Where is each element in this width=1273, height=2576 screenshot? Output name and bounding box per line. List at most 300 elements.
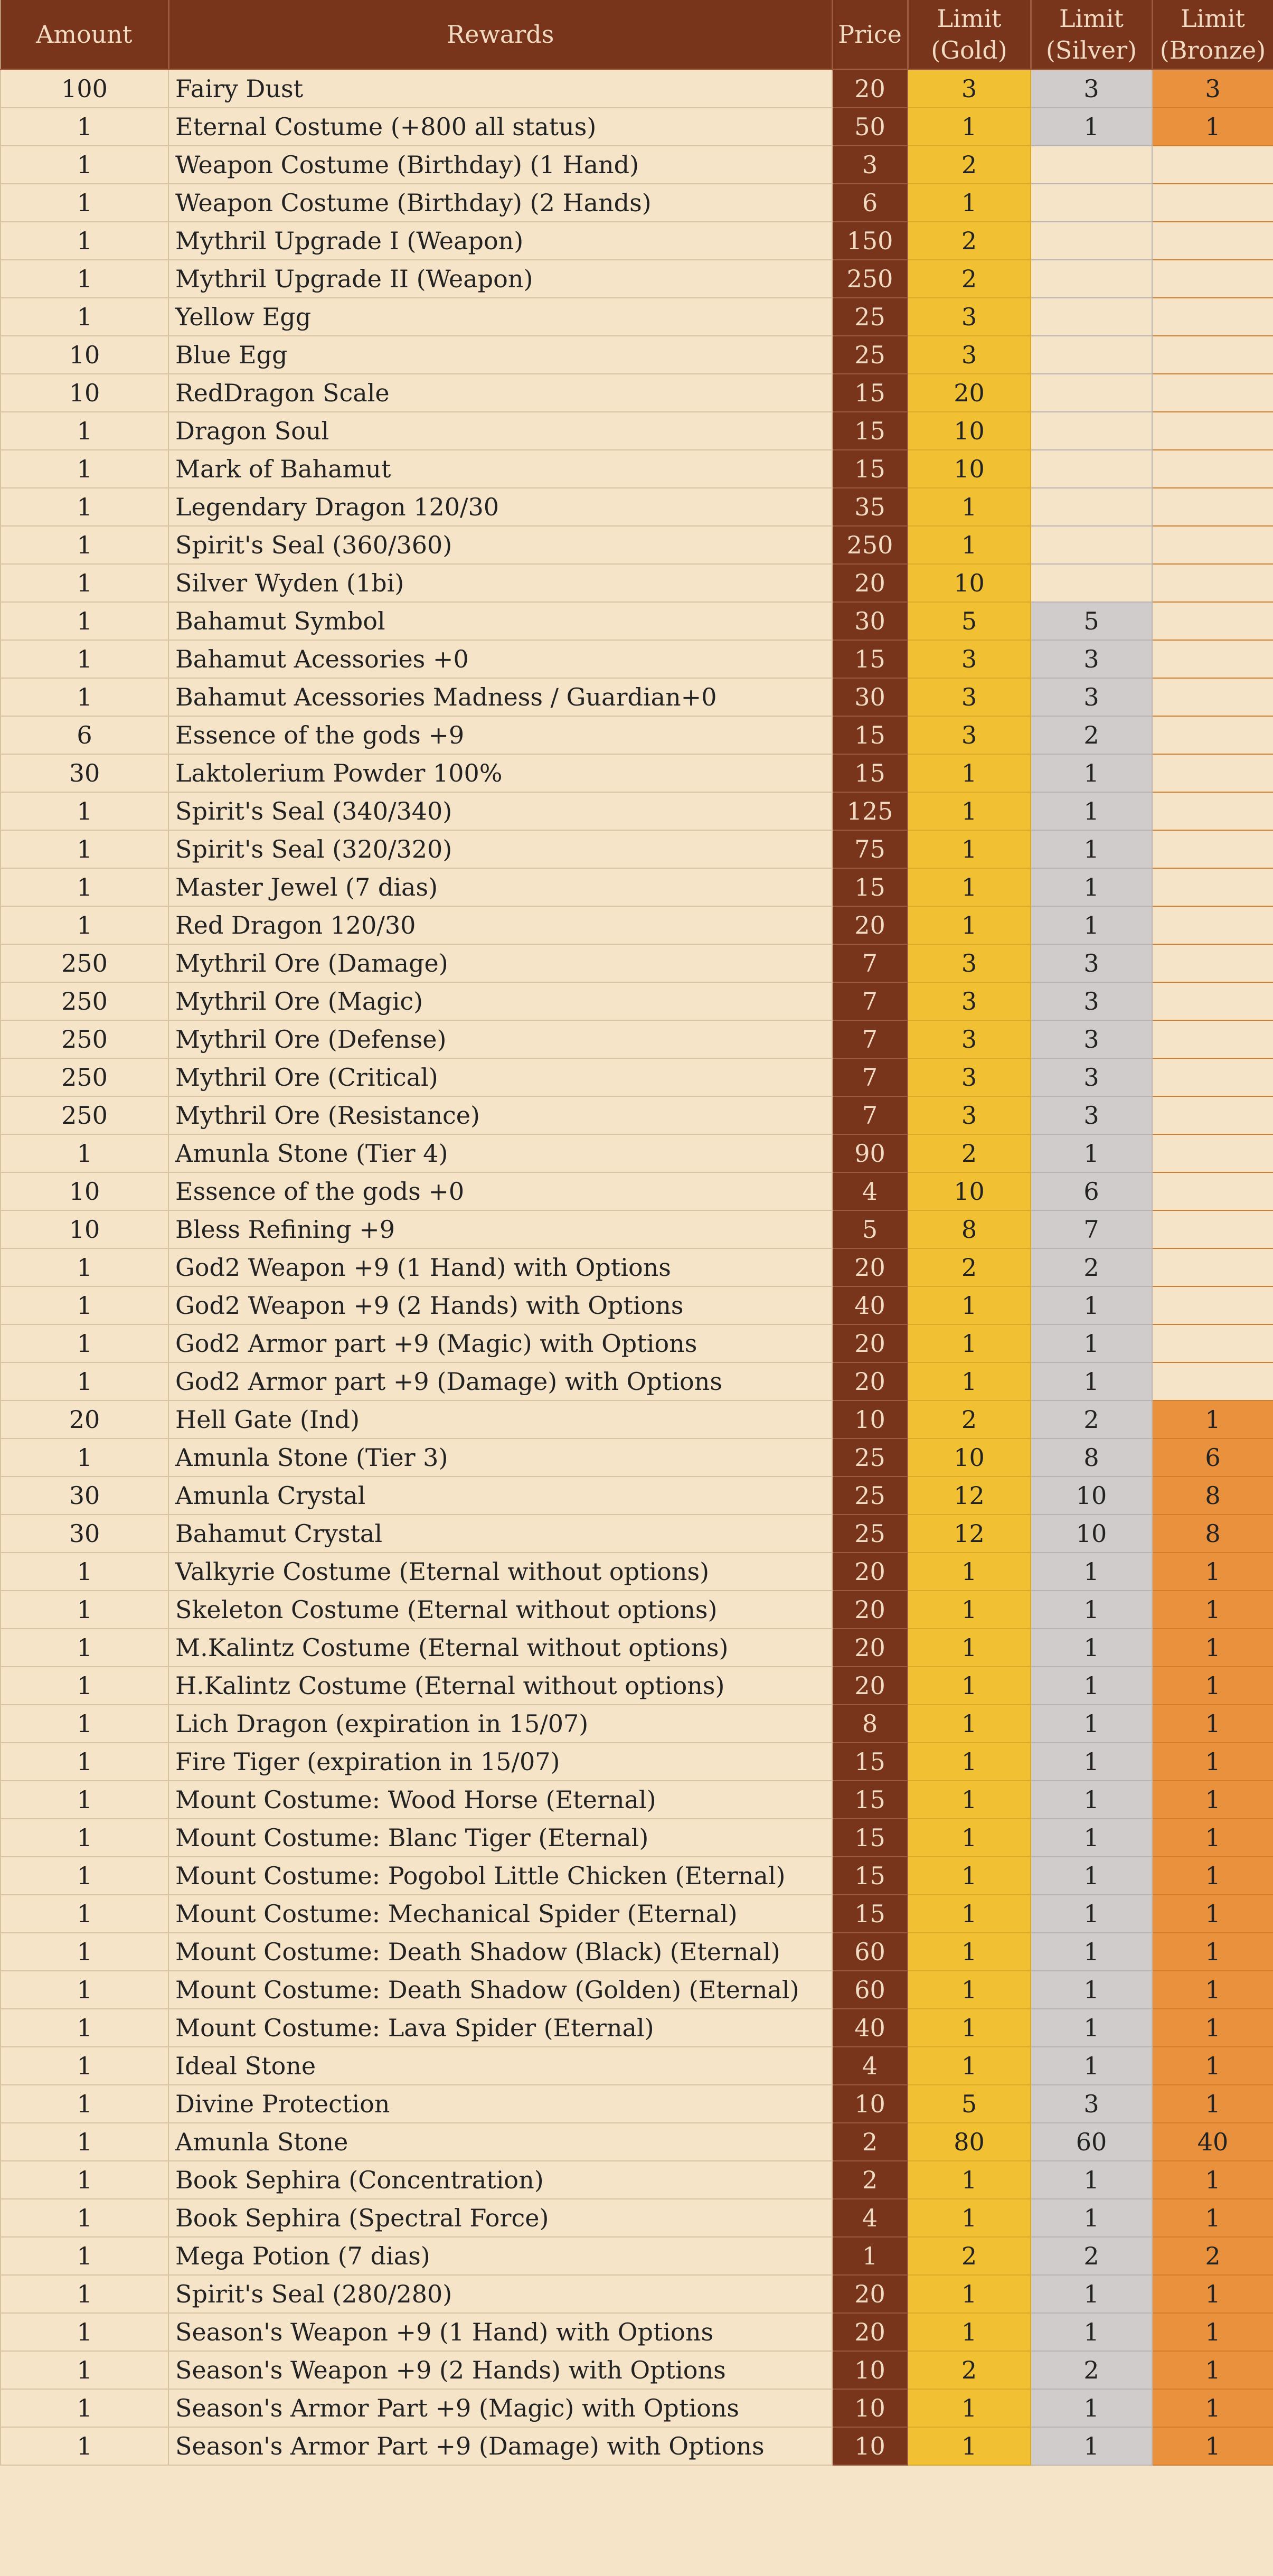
price-cell: 20: [832, 1324, 908, 1362]
limit-gold-cell: 1: [908, 1286, 1031, 1324]
limit-silver-cell: 1: [1031, 2009, 1152, 2047]
limit-bronze-cell: [1152, 184, 1273, 222]
header-limit-bronze: Limit (Bronze): [1152, 0, 1273, 70]
limit-gold-cell: 1: [908, 108, 1031, 146]
reward-cell: Bahamut Acessories +0: [168, 640, 832, 678]
limit-silver-cell: 2: [1031, 1248, 1152, 1286]
amount-cell: 250: [1, 944, 168, 982]
amount-cell: 1: [1, 488, 168, 526]
amount-cell: 1: [1, 792, 168, 830]
price-cell: 40: [832, 1286, 908, 1324]
limit-bronze-cell: 3: [1152, 70, 1273, 108]
reward-cell: Spirit's Seal (280/280): [168, 2275, 832, 2313]
amount-cell: 1: [1, 2237, 168, 2275]
limit-silver-cell: 8: [1031, 1439, 1152, 1477]
amount-cell: 1: [1, 1743, 168, 1781]
table-row: [1, 1096, 1273, 1134]
price-cell: 15: [832, 1819, 908, 1857]
price-cell: 15: [832, 1895, 908, 1933]
limit-bronze-cell: 1: [1152, 1629, 1273, 1667]
limit-gold-cell: 2: [908, 146, 1031, 184]
table-row: [1, 1248, 1273, 1286]
limit-gold-cell: 1: [908, 1971, 1031, 2009]
limit-bronze-cell: 1: [1152, 2047, 1273, 2085]
amount-cell: 30: [1, 1477, 168, 1515]
limit-bronze-cell: 8: [1152, 1515, 1273, 1553]
table-row: [1, 2275, 1273, 2313]
header-row: [1, 0, 1273, 70]
limit-bronze-cell: 1: [1152, 2351, 1273, 2389]
limit-silver-cell: 10: [1031, 1515, 1152, 1553]
reward-cell: Bahamut Acessories Madness / Guardian+0: [168, 678, 832, 716]
price-cell: 7: [832, 944, 908, 982]
amount-cell: 1: [1, 1629, 168, 1667]
price-cell: 40: [832, 2009, 908, 2047]
price-cell: 150: [832, 222, 908, 260]
table-row: [1, 450, 1273, 488]
limit-gold-cell: 1: [908, 1591, 1031, 1629]
limit-silver-cell: 3: [1031, 2085, 1152, 2123]
price-cell: 15: [832, 1781, 908, 1819]
reward-cell: H.Kalintz Costume (Eternal without options): [168, 1667, 832, 1705]
reward-cell: Mount Costume: Wood Horse (Eternal): [168, 1781, 832, 1819]
table-row: [1, 1819, 1273, 1857]
table-row: [1, 1439, 1273, 1477]
amount-cell: 250: [1, 982, 168, 1020]
limit-silver-cell: 1: [1031, 1134, 1152, 1172]
price-cell: 20: [832, 1248, 908, 1286]
limit-bronze-cell: [1152, 982, 1273, 1020]
limit-silver-cell: [1031, 184, 1152, 222]
limit-gold-cell: 1: [908, 792, 1031, 830]
limit-silver-cell: 1: [1031, 1895, 1152, 1933]
amount-cell: 1: [1, 1362, 168, 1400]
limit-silver-cell: 3: [1031, 1058, 1152, 1096]
amount-cell: 1: [1, 602, 168, 640]
table-row: [1, 1895, 1273, 1933]
table-row: [1, 564, 1273, 602]
amount-cell: 10: [1, 1210, 168, 1248]
limit-bronze-cell: [1152, 412, 1273, 450]
limit-gold-cell: 3: [908, 640, 1031, 678]
price-cell: 10: [832, 1400, 908, 1439]
limit-bronze-cell: [1152, 1020, 1273, 1058]
amount-cell: 1: [1, 678, 168, 716]
limit-gold-cell: 1: [908, 2427, 1031, 2465]
limit-gold-cell: 3: [908, 678, 1031, 716]
header-rewards: Rewards: [168, 0, 832, 70]
table-row: [1, 1857, 1273, 1895]
table-row: [1, 2161, 1273, 2199]
price-cell: 15: [832, 374, 908, 412]
price-cell: 15: [832, 640, 908, 678]
limit-gold-cell: 1: [908, 2275, 1031, 2313]
amount-cell: 1: [1, 1705, 168, 1743]
limit-silver-cell: 2: [1031, 1400, 1152, 1439]
price-cell: 25: [832, 1515, 908, 1553]
table-row: [1, 1020, 1273, 1058]
limit-silver-cell: 10: [1031, 1477, 1152, 1515]
limit-gold-cell: 1: [908, 184, 1031, 222]
header-amount: Amount: [1, 0, 168, 70]
limit-silver-cell: [1031, 222, 1152, 260]
limit-silver-cell: 1: [1031, 1362, 1152, 1400]
price-cell: 10: [832, 2427, 908, 2465]
table-row: [1, 1743, 1273, 1781]
reward-cell: Fairy Dust: [168, 70, 832, 108]
limit-gold-cell: 3: [908, 70, 1031, 108]
table-row: [1, 70, 1273, 108]
reward-cell: Ideal Stone: [168, 2047, 832, 2085]
reward-cell: Hell Gate (Ind): [168, 1400, 832, 1439]
price-cell: 30: [832, 602, 908, 640]
table-row: [1, 2085, 1273, 2123]
amount-cell: 1: [1, 298, 168, 336]
limit-bronze-cell: [1152, 1210, 1273, 1248]
table-row: [1, 1362, 1273, 1400]
limit-silver-cell: 1: [1031, 1667, 1152, 1705]
limit-bronze-cell: 1: [1152, 2199, 1273, 2237]
limit-gold-cell: 1: [908, 2313, 1031, 2351]
limit-silver-cell: 2: [1031, 716, 1152, 754]
amount-cell: 1: [1, 2199, 168, 2237]
limit-silver-cell: 3: [1031, 70, 1152, 108]
table-row: [1, 1629, 1273, 1667]
price-cell: 15: [832, 754, 908, 792]
amount-cell: 1: [1, 1857, 168, 1895]
table-row: [1, 1971, 1273, 2009]
limit-silver-cell: 1: [1031, 2275, 1152, 2313]
reward-cell: Mark of Bahamut: [168, 450, 832, 488]
table-row: [1, 2313, 1273, 2351]
reward-cell: Yellow Egg: [168, 298, 832, 336]
limit-gold-cell: 1: [908, 2389, 1031, 2427]
limit-bronze-cell: [1152, 640, 1273, 678]
limit-bronze-cell: 1: [1152, 1591, 1273, 1629]
limit-bronze-cell: 1: [1152, 1781, 1273, 1819]
limit-silver-cell: [1031, 450, 1152, 488]
table-row: [1, 1705, 1273, 1743]
price-cell: 6: [832, 184, 908, 222]
reward-cell: Skeleton Costume (Eternal without options): [168, 1591, 832, 1629]
limit-silver-cell: 1: [1031, 1324, 1152, 1362]
table-row: [1, 906, 1273, 944]
reward-cell: Essence of the gods +9: [168, 716, 832, 754]
limit-gold-cell: 3: [908, 336, 1031, 374]
table-row: [1, 108, 1273, 146]
price-cell: 60: [832, 1971, 908, 2009]
limit-bronze-cell: [1152, 336, 1273, 374]
amount-cell: 1: [1, 2389, 168, 2427]
price-cell: 15: [832, 450, 908, 488]
limit-silver-cell: [1031, 260, 1152, 298]
amount-cell: 1: [1, 1781, 168, 1819]
amount-cell: 1: [1, 868, 168, 906]
limit-bronze-cell: [1152, 906, 1273, 944]
amount-cell: 1: [1, 108, 168, 146]
limit-silver-cell: [1031, 374, 1152, 412]
limit-gold-cell: 8: [908, 1210, 1031, 1248]
reward-cell: Silver Wyden (1bi): [168, 564, 832, 602]
amount-cell: 1: [1, 1971, 168, 2009]
reward-cell: Mythril Ore (Resistance): [168, 1096, 832, 1134]
limit-bronze-cell: [1152, 1248, 1273, 1286]
limit-silver-cell: 1: [1031, 1781, 1152, 1819]
price-cell: 50: [832, 108, 908, 146]
price-cell: 10: [832, 2351, 908, 2389]
price-cell: 2: [832, 2161, 908, 2199]
amount-cell: 1: [1, 1895, 168, 1933]
reward-cell: Blue Egg: [168, 336, 832, 374]
limit-bronze-cell: [1152, 1134, 1273, 1172]
limit-bronze-cell: 1: [1152, 1743, 1273, 1781]
price-cell: 25: [832, 298, 908, 336]
table-row: [1, 678, 1273, 716]
reward-cell: Mythril Upgrade II (Weapon): [168, 260, 832, 298]
reward-cell: Mount Costume: Death Shadow (Golden) (Eternal): [168, 1971, 832, 2009]
limit-silver-cell: [1031, 488, 1152, 526]
limit-silver-cell: 1: [1031, 754, 1152, 792]
limit-gold-cell: 1: [908, 1743, 1031, 1781]
amount-cell: 1: [1, 1439, 168, 1477]
reward-cell: Red Dragon 120/30: [168, 906, 832, 944]
amount-cell: 1: [1, 906, 168, 944]
reward-cell: Spirit's Seal (320/320): [168, 830, 832, 868]
limit-bronze-cell: [1152, 298, 1273, 336]
table-row: [1, 868, 1273, 906]
table-row: [1, 792, 1273, 830]
limit-gold-cell: 1: [908, 830, 1031, 868]
limit-gold-cell: 1: [908, 2009, 1031, 2047]
limit-bronze-cell: [1152, 754, 1273, 792]
reward-cell: Mythril Ore (Critical): [168, 1058, 832, 1096]
price-cell: 250: [832, 526, 908, 564]
amount-cell: 1: [1, 2313, 168, 2351]
limit-bronze-cell: 1: [1152, 1857, 1273, 1895]
limit-gold-cell: 20: [908, 374, 1031, 412]
table-row: [1, 2009, 1273, 2047]
price-cell: 7: [832, 1020, 908, 1058]
limit-gold-cell: 1: [908, 1895, 1031, 1933]
amount-cell: 1: [1, 1286, 168, 1324]
reward-cell: Season's Armor Part +9 (Damage) with Options: [168, 2427, 832, 2465]
limit-bronze-cell: 1: [1152, 2389, 1273, 2427]
limit-gold-cell: 1: [908, 1705, 1031, 1743]
table-row: [1, 982, 1273, 1020]
limit-gold-cell: 2: [908, 2351, 1031, 2389]
reward-cell: RedDragon Scale: [168, 374, 832, 412]
reward-cell: Amunla Crystal: [168, 1477, 832, 1515]
reward-cell: Essence of the gods +0: [168, 1172, 832, 1210]
limit-silver-cell: 7: [1031, 1210, 1152, 1248]
reward-cell: God2 Weapon +9 (2 Hands) with Options: [168, 1286, 832, 1324]
reward-cell: Bless Refining +9: [168, 1210, 832, 1248]
price-cell: 20: [832, 906, 908, 944]
price-cell: 8: [832, 1705, 908, 1743]
limit-gold-cell: 2: [908, 260, 1031, 298]
limit-silver-cell: 1: [1031, 108, 1152, 146]
reward-cell: God2 Weapon +9 (1 Hand) with Options: [168, 1248, 832, 1286]
limit-silver-cell: 1: [1031, 1971, 1152, 2009]
price-cell: 75: [832, 830, 908, 868]
limit-gold-cell: 1: [908, 906, 1031, 944]
limit-gold-cell: 3: [908, 298, 1031, 336]
price-cell: 20: [832, 2275, 908, 2313]
limit-gold-cell: 3: [908, 1020, 1031, 1058]
limit-silver-cell: 2: [1031, 2351, 1152, 2389]
amount-cell: 1: [1, 2123, 168, 2161]
price-cell: 25: [832, 336, 908, 374]
table-row: [1, 146, 1273, 184]
limit-bronze-cell: [1152, 1286, 1273, 1324]
limit-gold-cell: 1: [908, 1781, 1031, 1819]
reward-cell: Mount Costume: Blanc Tiger (Eternal): [168, 1819, 832, 1857]
limit-bronze-cell: 1: [1152, 2161, 1273, 2199]
limit-gold-cell: 1: [908, 1629, 1031, 1667]
limit-bronze-cell: [1152, 602, 1273, 640]
reward-cell: Legendary Dragon 120/30: [168, 488, 832, 526]
limit-bronze-cell: [1152, 526, 1273, 564]
reward-cell: Amunla Stone (Tier 4): [168, 1134, 832, 1172]
limit-gold-cell: 1: [908, 1362, 1031, 1400]
amount-cell: 20: [1, 1400, 168, 1439]
amount-cell: 30: [1, 754, 168, 792]
limit-bronze-cell: 1: [1152, 1933, 1273, 1971]
price-cell: 1: [832, 2237, 908, 2275]
reward-cell: Book Sephira (Spectral Force): [168, 2199, 832, 2237]
price-cell: 90: [832, 1134, 908, 1172]
limit-gold-cell: 1: [908, 868, 1031, 906]
amount-cell: 1: [1, 260, 168, 298]
price-cell: 20: [832, 1667, 908, 1705]
limit-silver-cell: 1: [1031, 2199, 1152, 2237]
limit-silver-cell: 1: [1031, 1629, 1152, 1667]
limit-gold-cell: 3: [908, 982, 1031, 1020]
reward-cell: God2 Armor part +9 (Magic) with Options: [168, 1324, 832, 1362]
amount-cell: 10: [1, 336, 168, 374]
reward-cell: Mythril Ore (Damage): [168, 944, 832, 982]
price-cell: 125: [832, 792, 908, 830]
limit-gold-cell: 2: [908, 222, 1031, 260]
limit-gold-cell: 10: [908, 450, 1031, 488]
limit-gold-cell: 1: [908, 1819, 1031, 1857]
reward-cell: Bahamut Crystal: [168, 1515, 832, 1553]
price-cell: 3: [832, 146, 908, 184]
limit-bronze-cell: [1152, 1058, 1273, 1096]
amount-cell: 1: [1, 564, 168, 602]
limit-bronze-cell: 1: [1152, 2085, 1273, 2123]
limit-bronze-cell: 1: [1152, 2275, 1273, 2313]
table-row: [1, 640, 1273, 678]
limit-bronze-cell: [1152, 1362, 1273, 1400]
limit-gold-cell: 1: [908, 754, 1031, 792]
table-row: [1, 222, 1273, 260]
table-row: [1, 374, 1273, 412]
limit-silver-cell: 1: [1031, 2161, 1152, 2199]
price-cell: 7: [832, 982, 908, 1020]
table-row: [1, 602, 1273, 640]
amount-cell: 30: [1, 1515, 168, 1553]
limit-gold-cell: 80: [908, 2123, 1031, 2161]
table-row: [1, 298, 1273, 336]
amount-cell: 1: [1, 1134, 168, 1172]
limit-bronze-cell: [1152, 868, 1273, 906]
limit-bronze-cell: 1: [1152, 1819, 1273, 1857]
limit-silver-cell: 1: [1031, 2047, 1152, 2085]
price-cell: 7: [832, 1096, 908, 1134]
limit-gold-cell: 10: [908, 564, 1031, 602]
table-row: [1, 412, 1273, 450]
reward-cell: Weapon Costume (Birthday) (1 Hand): [168, 146, 832, 184]
reward-cell: Divine Protection: [168, 2085, 832, 2123]
limit-bronze-cell: [1152, 222, 1273, 260]
table-row: [1, 2427, 1273, 2465]
table-row: [1, 1477, 1273, 1515]
limit-bronze-cell: [1152, 488, 1273, 526]
limit-silver-cell: 3: [1031, 1096, 1152, 1134]
table-row: [1, 336, 1273, 374]
limit-bronze-cell: [1152, 1324, 1273, 1362]
amount-cell: 1: [1, 412, 168, 450]
amount-cell: 1: [1, 1933, 168, 1971]
amount-cell: 1: [1, 2047, 168, 2085]
price-cell: 25: [832, 1439, 908, 1477]
price-cell: 20: [832, 1591, 908, 1629]
limit-silver-cell: 1: [1031, 1286, 1152, 1324]
limit-bronze-cell: 6: [1152, 1439, 1273, 1477]
limit-gold-cell: 2: [908, 1248, 1031, 1286]
reward-cell: Mount Costume: Lava Spider (Eternal): [168, 2009, 832, 2047]
limit-silver-cell: [1031, 526, 1152, 564]
reward-cell: Mega Potion (7 dias): [168, 2237, 832, 2275]
amount-cell: 1: [1, 2161, 168, 2199]
limit-gold-cell: 1: [908, 526, 1031, 564]
header-limit-silver: Limit (Silver): [1031, 0, 1152, 70]
limit-gold-cell: 10: [908, 412, 1031, 450]
limit-gold-cell: 3: [908, 1096, 1031, 1134]
amount-cell: 1: [1, 222, 168, 260]
table-row: [1, 2389, 1273, 2427]
table-row: [1, 716, 1273, 754]
price-cell: 20: [832, 1553, 908, 1591]
limit-bronze-cell: 1: [1152, 2313, 1273, 2351]
reward-cell: Master Jewel (7 dias): [168, 868, 832, 906]
limit-silver-cell: 3: [1031, 982, 1152, 1020]
limit-bronze-cell: [1152, 564, 1273, 602]
table-row: [1, 1286, 1273, 1324]
amount-cell: 10: [1, 374, 168, 412]
amount-cell: 1: [1, 184, 168, 222]
limit-silver-cell: 1: [1031, 792, 1152, 830]
limit-silver-cell: 1: [1031, 830, 1152, 868]
amount-cell: 250: [1, 1058, 168, 1096]
reward-cell: Mount Costume: Pogobol Little Chicken (Eternal): [168, 1857, 832, 1895]
table-row: [1, 2123, 1273, 2161]
limit-gold-cell: 3: [908, 716, 1031, 754]
limit-gold-cell: 12: [908, 1477, 1031, 1515]
price-cell: 5: [832, 1210, 908, 1248]
table-row: [1, 184, 1273, 222]
table-row: [1, 1781, 1273, 1819]
table-row: [1, 2351, 1273, 2389]
limit-silver-cell: 1: [1031, 1553, 1152, 1591]
limit-bronze-cell: 1: [1152, 1400, 1273, 1439]
table-row: [1, 1172, 1273, 1210]
amount-cell: 1: [1, 146, 168, 184]
price-cell: 15: [832, 412, 908, 450]
reward-cell: God2 Armor part +9 (Damage) with Options: [168, 1362, 832, 1400]
limit-gold-cell: 1: [908, 488, 1031, 526]
